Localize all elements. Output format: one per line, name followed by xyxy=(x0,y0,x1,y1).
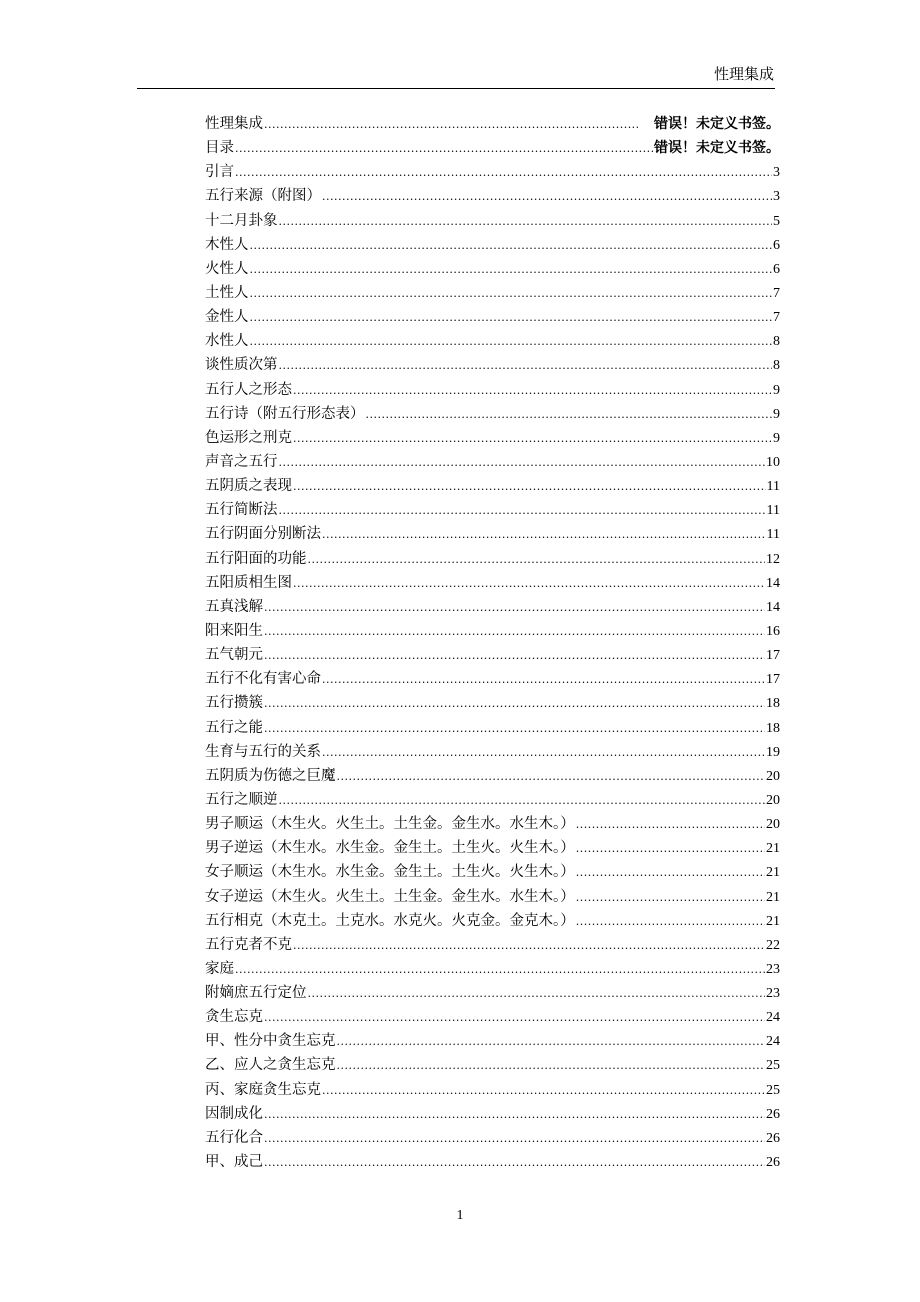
toc-dot-leader xyxy=(279,789,766,812)
header-divider xyxy=(137,88,775,89)
toc-entry-page: 7 xyxy=(773,285,780,301)
toc-entry-title: 五行克者不克 xyxy=(205,936,292,953)
toc-entry-title: 水性人 xyxy=(205,333,249,350)
toc-entry-title: 女子顺运（木生水。水生金。金生土。土生火。火生木。） xyxy=(205,864,575,881)
toc-entry[interactable] xyxy=(205,1053,780,1077)
toc-entry-title: 五行化合 xyxy=(205,1129,263,1146)
toc-entry-page: 26 xyxy=(766,1130,780,1146)
toc-entry[interactable] xyxy=(205,353,780,377)
toc-entry-title: 五行之顺逆 xyxy=(205,791,278,808)
toc-entry[interactable] xyxy=(205,933,780,957)
toc-dot-leader xyxy=(279,451,766,474)
toc-entry[interactable] xyxy=(205,522,780,546)
toc-entry-title: 生育与五行的关系 xyxy=(205,743,321,760)
toc-entry[interactable] xyxy=(205,691,780,715)
toc-entry-title: 五行攒簇 xyxy=(205,695,263,712)
toc-entry[interactable] xyxy=(205,378,780,402)
toc-entry-page: 错误！未定义书签。 xyxy=(654,116,780,132)
toc-entry-title: 五行阳面的功能 xyxy=(205,550,307,567)
toc-entry-page: 5 xyxy=(773,213,780,229)
toc-dot-leader xyxy=(576,837,765,860)
toc-dot-leader xyxy=(293,427,772,450)
toc-entry[interactable] xyxy=(205,981,780,1005)
toc-entry[interactable] xyxy=(205,1150,780,1174)
toc-entry-title: 甲、成己 xyxy=(205,1154,263,1171)
toc-dot-leader xyxy=(322,1079,765,1102)
toc-entry-title: 谈性质次第 xyxy=(205,357,278,374)
toc-entry-page: 9 xyxy=(773,406,780,422)
toc-entry-title: 目录 xyxy=(205,140,234,157)
toc-entry-title: 附嫡庶五行定位 xyxy=(205,985,307,1002)
toc-entry-title: 五气朝元 xyxy=(205,647,263,664)
toc-entry[interactable] xyxy=(205,1126,780,1150)
toc-entry-page: 20 xyxy=(766,768,780,784)
toc-dot-leader xyxy=(264,692,765,715)
toc-dot-leader xyxy=(235,161,772,184)
toc-entry-page: 23 xyxy=(766,961,780,977)
toc-entry[interactable] xyxy=(205,209,780,233)
toc-dot-leader xyxy=(235,137,653,160)
toc-entry-title: 乙、应人之贪生忘克 xyxy=(205,1057,336,1074)
toc-dot-leader xyxy=(308,982,766,1005)
toc-entry-page: 3 xyxy=(773,165,780,181)
toc-entry-page: 14 xyxy=(766,599,780,615)
toc-entry-page: 8 xyxy=(773,358,780,374)
toc-entry-title: 木性人 xyxy=(205,236,249,253)
toc-entry-page: 11 xyxy=(766,479,780,495)
toc-entry[interactable] xyxy=(205,957,780,981)
toc-entry-title: 色运形之刑克 xyxy=(205,429,292,446)
toc-dot-leader xyxy=(279,210,773,233)
toc-entry[interactable] xyxy=(205,281,780,305)
toc-entry-page: 17 xyxy=(766,672,780,688)
toc-dot-leader xyxy=(264,1151,765,1174)
toc-entry[interactable] xyxy=(205,667,780,691)
toc-dot-leader xyxy=(576,861,765,884)
toc-entry[interactable] xyxy=(205,860,780,884)
toc-entry-page: 3 xyxy=(773,189,780,205)
toc-entry-title: 五行来源（附图） xyxy=(205,188,321,205)
toc-entry-title: 五行简断法 xyxy=(205,502,278,519)
toc-entry-page: 12 xyxy=(766,551,780,567)
toc-entry[interactable] xyxy=(205,474,780,498)
toc-entry-page: 21 xyxy=(766,865,780,881)
toc-entry[interactable] xyxy=(205,184,780,208)
toc-entry-title: 引言 xyxy=(205,164,234,181)
toc-entry-title: 阳来阳生 xyxy=(205,622,263,639)
toc-dot-leader xyxy=(576,886,765,909)
toc-entry-page: 26 xyxy=(766,1155,780,1171)
toc-entry-page: 16 xyxy=(766,623,780,639)
toc-dot-leader xyxy=(337,765,766,788)
toc-entry-page: 8 xyxy=(773,334,780,350)
toc-entry[interactable] xyxy=(205,547,780,571)
toc-entry[interactable] xyxy=(205,257,780,281)
toc-entry[interactable] xyxy=(205,1078,780,1102)
toc-entry[interactable] xyxy=(205,329,780,353)
toc-entry-page: 23 xyxy=(766,986,780,1002)
toc-entry[interactable] xyxy=(205,740,780,764)
toc-entry[interactable] xyxy=(205,836,780,860)
toc-entry-page: 18 xyxy=(766,696,780,712)
toc-dot-leader xyxy=(264,1006,765,1029)
toc-dot-leader xyxy=(250,330,773,353)
toc-entry-page: 17 xyxy=(766,648,780,664)
toc-entry[interactable] xyxy=(205,402,780,426)
toc-entry-title: 五行相克（木克土。土克水。水克火。火克金。金克木。） xyxy=(205,912,575,929)
toc-entry[interactable] xyxy=(205,885,780,909)
toc-dot-leader xyxy=(576,910,765,933)
toc-entry[interactable] xyxy=(205,450,780,474)
toc-entry-page: 14 xyxy=(766,575,780,591)
table-of-contents xyxy=(205,112,780,1174)
toc-entry[interactable] xyxy=(205,764,780,788)
toc-dot-leader xyxy=(264,113,638,136)
toc-entry-title: 五阴质之表现 xyxy=(205,478,292,495)
toc-entry-page: 26 xyxy=(766,1106,780,1122)
toc-dot-leader xyxy=(264,1103,765,1126)
toc-dot-leader xyxy=(264,1127,765,1150)
toc-entry[interactable] xyxy=(205,812,780,836)
toc-dot-leader xyxy=(264,596,765,619)
toc-entry[interactable] xyxy=(205,595,780,619)
toc-entry-page: 9 xyxy=(773,382,780,398)
toc-dot-leader xyxy=(337,1030,766,1053)
toc-entry-page: 21 xyxy=(766,913,780,929)
toc-dot-leader xyxy=(264,644,765,667)
toc-dot-leader xyxy=(322,523,766,546)
toc-entry-page: 24 xyxy=(766,1034,780,1050)
toc-dot-leader xyxy=(264,620,765,643)
toc-entry-title: 五阳质相生图 xyxy=(205,574,292,591)
toc-dot-leader xyxy=(293,572,765,595)
page-number: 1 xyxy=(456,1208,464,1223)
toc-dot-leader xyxy=(322,741,765,764)
toc-entry[interactable] xyxy=(205,233,780,257)
toc-entry[interactable] xyxy=(205,643,780,667)
toc-dot-leader xyxy=(293,934,765,957)
toc-dot-leader xyxy=(250,258,773,281)
toc-entry-title: 金性人 xyxy=(205,309,249,326)
toc-entry-page: 25 xyxy=(766,1058,780,1074)
toc-entry-title: 土性人 xyxy=(205,284,249,301)
toc-entry[interactable] xyxy=(205,426,780,450)
toc-dot-leader xyxy=(250,306,773,329)
toc-entry-page: 11 xyxy=(766,527,780,543)
toc-entry-title: 五行诗（附五行形态表） xyxy=(205,405,365,422)
toc-entry-title: 五真浅解 xyxy=(205,598,263,615)
running-header-title: 性理集成 xyxy=(713,65,774,83)
toc-entry-page: 7 xyxy=(773,310,780,326)
toc-entry[interactable] xyxy=(205,160,780,184)
toc-entry-page: 11 xyxy=(766,503,780,519)
toc-entry-page: 9 xyxy=(773,430,780,446)
toc-entry-page: 25 xyxy=(766,1082,780,1098)
toc-entry-title: 声音之五行 xyxy=(205,453,278,470)
toc-entry-title: 五行之能 xyxy=(205,719,263,736)
toc-entry[interactable] xyxy=(205,909,780,933)
toc-entry-title: 五行人之形态 xyxy=(205,381,292,398)
toc-entry[interactable] xyxy=(205,1005,780,1029)
toc-entry[interactable] xyxy=(205,619,780,643)
toc-entry-title: 五阴质为伤德之巨魔 xyxy=(205,767,336,784)
toc-entry-title: 五行不化有害心命 xyxy=(205,671,321,688)
toc-entry[interactable] xyxy=(205,571,780,595)
toc-dot-leader xyxy=(308,548,766,571)
toc-entry[interactable] xyxy=(205,112,780,136)
toc-dot-leader xyxy=(235,958,765,981)
toc-entry[interactable] xyxy=(205,1102,780,1126)
toc-dot-leader xyxy=(279,499,766,522)
toc-dot-leader xyxy=(366,403,773,426)
toc-entry-page: 20 xyxy=(766,792,780,808)
toc-entry-title: 甲、性分中贪生忘克 xyxy=(205,1033,336,1050)
toc-entry-title: 家庭 xyxy=(205,960,234,977)
toc-entry[interactable] xyxy=(205,716,780,740)
toc-entry-page: 错误！未定义书签。 xyxy=(654,140,780,157)
toc-dot-leader xyxy=(279,354,773,377)
toc-entry-title: 男子顺运（木生火。火生土。土生金。金生水。水生木。） xyxy=(205,816,575,833)
toc-entry-title: 五行阴面分别断法 xyxy=(205,526,321,543)
toc-dot-leader xyxy=(322,185,772,208)
toc-entry-title: 女子逆运（木生火。火生土。土生金。金生水。水生木。） xyxy=(205,888,575,905)
toc-entry-title: 火性人 xyxy=(205,260,249,277)
toc-entry[interactable] xyxy=(205,788,780,812)
toc-entry-title: 十二月卦象 xyxy=(205,212,278,229)
toc-entry-title: 男子逆运（木生水。水生金。金生土。土生火。火生木。） xyxy=(205,840,575,857)
toc-dot-leader xyxy=(293,475,766,498)
toc-entry-page: 6 xyxy=(773,237,780,253)
toc-entry-page: 19 xyxy=(766,744,780,760)
toc-entry-title: 因制成化 xyxy=(205,1105,263,1122)
toc-entry-page: 22 xyxy=(766,937,780,953)
toc-entry[interactable] xyxy=(205,498,780,522)
toc-entry[interactable] xyxy=(205,305,780,329)
toc-dot-leader xyxy=(250,234,773,257)
toc-entry-page: 21 xyxy=(766,889,780,905)
toc-entry-page: 20 xyxy=(766,817,780,833)
toc-entry[interactable] xyxy=(205,136,780,160)
toc-dot-leader xyxy=(337,1054,766,1077)
toc-entry-page: 24 xyxy=(766,1010,780,1026)
toc-dot-leader xyxy=(250,282,773,305)
toc-entry[interactable] xyxy=(205,1029,780,1053)
toc-entry-page: 10 xyxy=(766,454,780,470)
toc-dot-leader xyxy=(264,717,765,740)
toc-dot-leader xyxy=(322,668,765,691)
toc-entry-title: 贪生忘克 xyxy=(205,1009,263,1026)
toc-dot-leader xyxy=(293,379,772,402)
toc-dot-leader xyxy=(576,813,765,836)
toc-entry-page: 18 xyxy=(766,720,780,736)
toc-entry-title: 性理集成 xyxy=(205,116,263,132)
toc-entry-title: 丙、家庭贪生忘克 xyxy=(205,1081,321,1098)
toc-entry-page: 21 xyxy=(766,841,780,857)
toc-entry-page: 6 xyxy=(773,261,780,277)
